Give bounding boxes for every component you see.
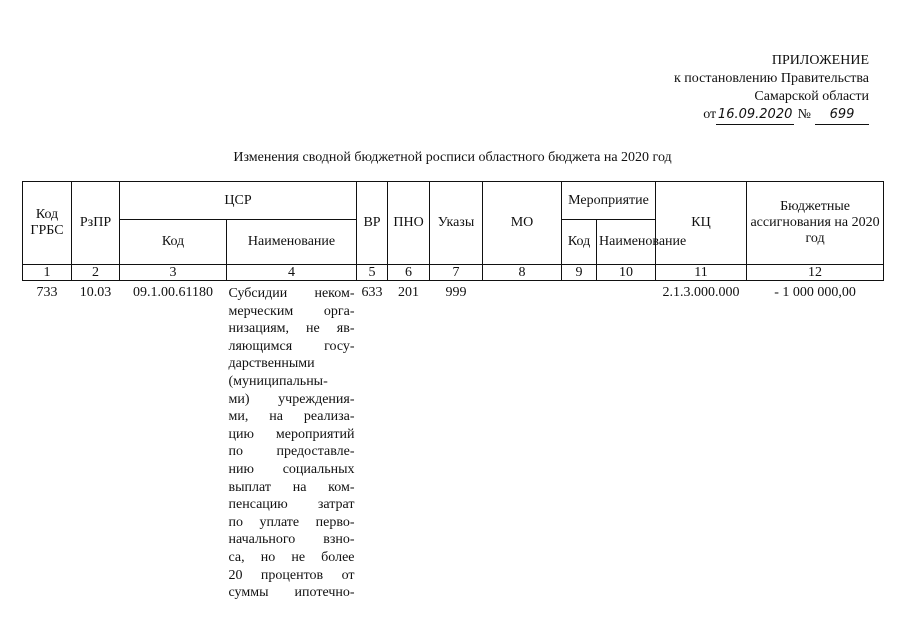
column-number: 1 bbox=[23, 265, 72, 281]
handwritten-date: 16.09.2020 bbox=[716, 106, 794, 125]
column-number: 7 bbox=[430, 265, 483, 281]
csr-name-line: Субсидии неком- bbox=[228, 286, 355, 301]
handwritten-number: 699 bbox=[815, 106, 869, 125]
document-title: Изменения сводной бюджетной росписи областного бюджета на 2020 год bbox=[233, 150, 672, 165]
cell-kc: 2.1.3.000.000 bbox=[662, 285, 740, 300]
appendix-block bbox=[674, 52, 869, 125]
cell-vr: 633 bbox=[361, 285, 383, 300]
cell-rzpr: 10.03 bbox=[79, 285, 112, 300]
cell-event-name bbox=[597, 281, 656, 602]
header-event: Мероприятие bbox=[562, 182, 656, 220]
from-label: от bbox=[703, 107, 717, 122]
header-event-kod: Код bbox=[562, 220, 597, 265]
csr-name-line: по предоставле- bbox=[228, 444, 355, 460]
header-kod-grbs: Код ГРБС bbox=[23, 182, 72, 265]
appendix-line-1: к постановлению Правительства bbox=[673, 71, 869, 86]
column-number: 12 bbox=[747, 265, 884, 281]
cell-budget: - 1 000 000,00 bbox=[774, 285, 856, 300]
header-vr: ВР bbox=[357, 182, 388, 265]
cell-ukazy: 999 bbox=[445, 285, 467, 300]
csr-name-line: са, но не более bbox=[228, 549, 355, 565]
header-budget: Бюджетные ассигнования на 2020 год bbox=[747, 182, 884, 265]
header-ukazy: Указы bbox=[430, 182, 483, 265]
column-number: 2 bbox=[72, 265, 120, 281]
column-number: 10 bbox=[597, 265, 656, 281]
header-rzpr: РзПР bbox=[72, 182, 120, 265]
csr-name-line: по уплате перво- bbox=[228, 514, 355, 530]
csr-name-line: ми, на реализа- bbox=[228, 409, 355, 425]
csr-name-line: цию мероприятий bbox=[228, 426, 355, 442]
column-numbers-row bbox=[23, 265, 884, 281]
column-number: 9 bbox=[562, 265, 597, 281]
header-mo: МО bbox=[483, 182, 562, 265]
csr-name-line: пенсацию затрат bbox=[228, 497, 355, 513]
csr-name-line: мерческим орга- bbox=[228, 303, 355, 319]
cell-pno: 201 bbox=[398, 285, 420, 300]
csr-name-line: ляющимся госу- bbox=[228, 338, 355, 354]
csr-name-line: выплат на ком- bbox=[228, 479, 355, 495]
csr-name-line: (муниципальны- bbox=[228, 373, 328, 389]
column-number: 4 bbox=[227, 265, 357, 281]
header-row-1 bbox=[23, 182, 884, 220]
column-number: 3 bbox=[120, 265, 227, 281]
header-kc: КЦ bbox=[656, 182, 747, 265]
csr-name-line: начального взно- bbox=[228, 532, 355, 548]
csr-name-line: дарственными bbox=[228, 356, 315, 372]
table-row bbox=[23, 281, 884, 602]
cell-csr-name bbox=[227, 281, 357, 602]
column-number: 6 bbox=[388, 265, 430, 281]
cell-mo bbox=[483, 281, 562, 602]
csr-name-line: 20 процентов от bbox=[228, 567, 355, 583]
header-event-name: Наименование bbox=[597, 220, 656, 265]
csr-name-line: суммы ипотечно- bbox=[228, 585, 355, 601]
csr-name-text bbox=[229, 285, 355, 602]
header-csr-name: Наименование bbox=[227, 220, 357, 265]
column-number: 5 bbox=[357, 265, 388, 281]
appendix-title: ПРИЛОЖЕНИЕ bbox=[771, 53, 869, 68]
header-pno: ПНО bbox=[388, 182, 430, 265]
cell-event-kod bbox=[562, 281, 597, 602]
header-csr-kod: Код bbox=[120, 220, 227, 265]
csr-name-line: нию социальных bbox=[228, 461, 355, 477]
budget-table bbox=[22, 181, 884, 602]
cell-csr-kod: 09.1.00.61180 bbox=[133, 285, 213, 300]
column-number: 8 bbox=[483, 265, 562, 281]
cell-kod-grbs: 733 bbox=[36, 285, 58, 300]
column-number: 11 bbox=[656, 265, 747, 281]
appendix-date-line bbox=[674, 106, 869, 125]
csr-name-line: низациям, не яв- bbox=[228, 321, 355, 337]
appendix-line-2: Самарской области bbox=[754, 89, 869, 104]
number-label: № bbox=[797, 107, 811, 122]
header-csr: ЦСР bbox=[120, 182, 357, 220]
csr-name-line: ми) учреждения- bbox=[228, 391, 355, 407]
